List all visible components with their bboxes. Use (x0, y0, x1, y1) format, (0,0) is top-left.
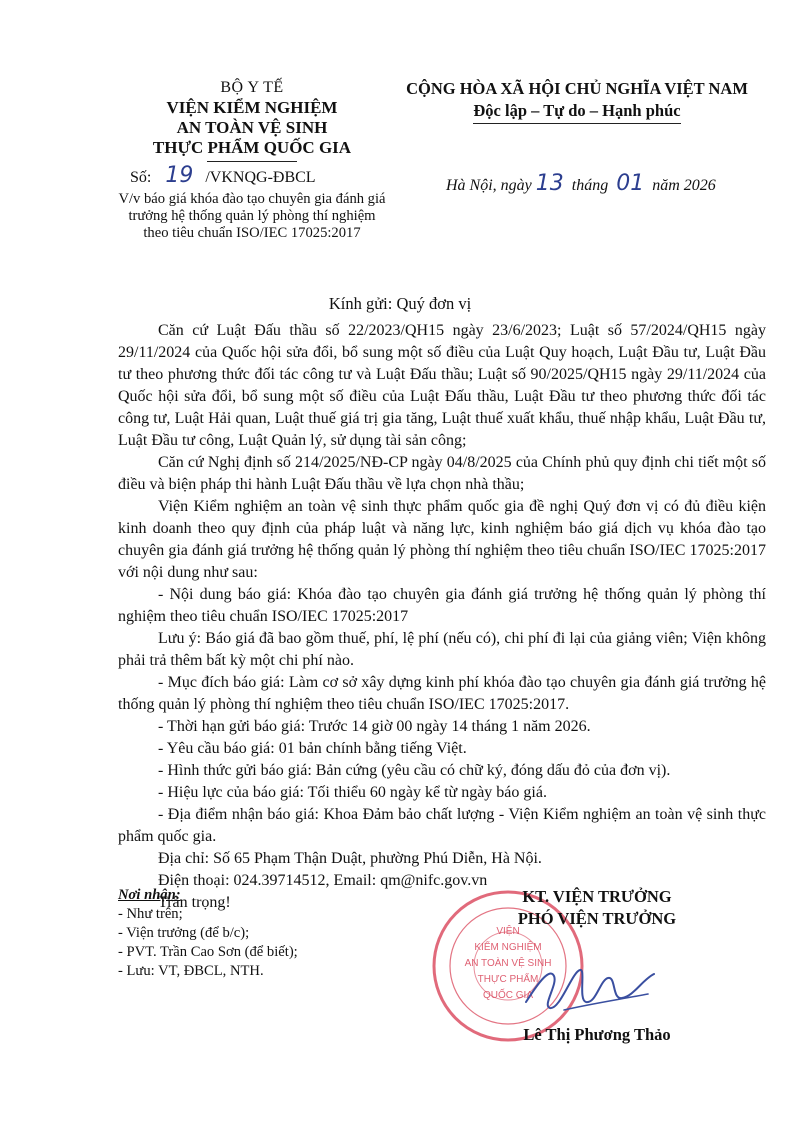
document-subject: V/v báo giá khóa đào tạo chuyên gia đánh giá trưởng hệ thống quản lý phòng thí nghiệm theo tiêu chuẩn ISO/IEC 17025:2017 (118, 191, 386, 241)
document-number (130, 163, 316, 188)
paragraph-quote-content: - Nội dung báo giá: Khóa đào tạo chuyên gia đánh giá trưởng hệ thống quản lý phòng thí nghiệm theo tiêu chuẩn ISO/IEC 17025:2017 (118, 586, 766, 625)
paragraph-validity: - Hiệu lực của báo giá: Tối thiểu 60 ngày kể từ ngày báo giá. (158, 784, 547, 801)
stamp-line: THỰC PHẨM (477, 974, 539, 985)
date-day-handwritten: 13 (535, 171, 564, 196)
paragraph-note: Lưu ý: Báo giá đã bao gồm thuế, phí, lệ phí (nếu có), chi phí đi lại của giảng viên; Viện không phải trả thêm bất kỳ một chi phí nào. (118, 630, 766, 669)
paragraph-submission-form: - Hình thức gửi báo giá: Bản cứng (yêu cầu có chữ ký, đóng dấu đỏ của đơn vị). (158, 762, 671, 779)
stamp-line: AN TOÀN VỆ SINH (464, 958, 552, 969)
agency-name-line-3: THỰC PHẨM QUỐC GIA (152, 138, 352, 157)
recipients-block (118, 886, 438, 981)
agency-name-line-1: VIỆN KIỂM NGHIỆM (166, 98, 338, 117)
signatory-title (482, 886, 712, 930)
doc-number-label: Số: (130, 169, 152, 186)
recipient-item: - Viện trưởng (để b/c); (118, 925, 250, 941)
date-month-label: tháng (571, 177, 609, 194)
stamp-line: VIỆN (496, 926, 520, 937)
document-body (118, 320, 766, 914)
stamp-line: KIỂM NGHIỆM (474, 942, 542, 953)
paragraph-requirement: - Yêu cầu báo giá: 01 bản chính bằng tiếng Việt. (158, 740, 467, 757)
handwritten-signature (520, 950, 660, 1020)
salutation: Kính gửi: Quý đơn vị (328, 294, 472, 313)
signatory-title-line-1: KT. VIỆN TRƯỞNG (522, 887, 672, 906)
date-month-handwritten: 01 (616, 171, 645, 196)
recipient-item: - PVT. Trần Cao Sơn (để biết); (118, 944, 298, 960)
paragraph-address: Địa chỉ: Số 65 Phạm Thận Duật, phường Phú Diễn, Hà Nội. (158, 850, 542, 867)
date-prefix: Hà Nội, ngày (446, 177, 532, 194)
document-date (446, 171, 716, 196)
agency-underline (207, 161, 297, 162)
paragraph-contact: Điện thoại: 024.39714512, Email: qm@nifc.gov.vn (158, 872, 488, 889)
country-name: CỘNG HÒA XÃ HỘI CHỦ NGHĨA VIỆT NAM (406, 79, 748, 98)
recipients-title: Nơi nhận: (118, 887, 181, 903)
signatory-name: Lê Thị Phương Thảo (523, 1025, 671, 1044)
national-header (392, 78, 762, 124)
paragraph-legal-basis-2: Căn cứ Nghị định số 214/2025/NĐ-CP ngày 04/8/2025 của Chính phủ quy định chi tiết một số điều và biện pháp thi hành Luật Đấu thầu về lựa chọn nhà thầu; (118, 454, 766, 493)
paragraph-request: Viện Kiểm nghiệm an toàn vệ sinh thực phẩm quốc gia đề nghị Quý đơn vị có đủ điều kiện kinh doanh theo quy định của pháp luật và năng lực, kinh nghiệm báo giá dịch vụ khóa đào tạo chuyên gia đánh giá trưởng hệ thống quản lý phòng thí nghiệm theo tiêu chuẩn ISO/IEC 17025:2017 với nội dung như sau: (118, 498, 766, 581)
issuer-header (118, 78, 386, 162)
agency-name-line-2: AN TOÀN VỆ SINH (176, 118, 328, 137)
date-year: năm 2026 (652, 177, 716, 194)
recipient-item: - Lưu: VT, ĐBCL, NTH. (118, 963, 264, 979)
paragraph-deadline: - Thời hạn gửi báo giá: Trước 14 giờ 00 ngày 14 tháng 1 năm 2026. (158, 718, 591, 735)
paragraph-purpose: - Mục đích báo giá: Làm cơ sở xây dựng kinh phí khóa đào tạo chuyên gia đánh giá trưởng hệ thống quản lý phòng thí nghiệm theo tiêu chuẩn ISO/IEC 17025:2017. (118, 674, 766, 713)
ministry-name: BỘ Y TẾ (220, 79, 284, 96)
recipient-item: - Như trên; (118, 906, 183, 922)
stamp-line: QUỐC GIA (482, 990, 534, 1001)
signatory-title-line-2: PHÓ VIỆN TRƯỞNG (517, 909, 677, 928)
national-motto: Độc lập – Tự do – Hạnh phúc (473, 100, 680, 124)
paragraph-legal-basis-1: Căn cứ Luật Đấu thầu số 22/2023/QH15 ngày 23/6/2023; Luật số 57/2024/QH15 ngày 29/11/2024 của Quốc hội sửa đổi, bổ sung một số điều của Luật Quy hoạch, Luật Đầu tư, Luật Đầu tư theo phương thức đối tác công tư và Luật Đấu thầu; Luật số 90/2025/QH15 ngày 29/11/2024 của Quốc hội sửa đổi, bổ sung một số điều của Luật Đấu thầu, Luật Đầu tư theo phương thức đối tác công tư, Luật Hải quan, Luật thuế giá trị gia tăng, Luật thuế xuất khẩu, thuế nhập khẩu, Luật Đầu tư, Luật Đầu tư công, Luật Quản lý, sử dụng tài sản công; (118, 322, 766, 449)
paragraph-closing: Trân trọng! (158, 894, 231, 911)
doc-number-handwritten: 19 (165, 163, 194, 188)
paragraph-receiving-place: - Địa điểm nhận báo giá: Khoa Đảm bảo chất lượng - Viện Kiểm nghiệm an toàn vệ sinh thực phẩm quốc gia. (118, 806, 766, 845)
doc-number-suffix: /VKNQG-ĐBCL (205, 169, 316, 186)
